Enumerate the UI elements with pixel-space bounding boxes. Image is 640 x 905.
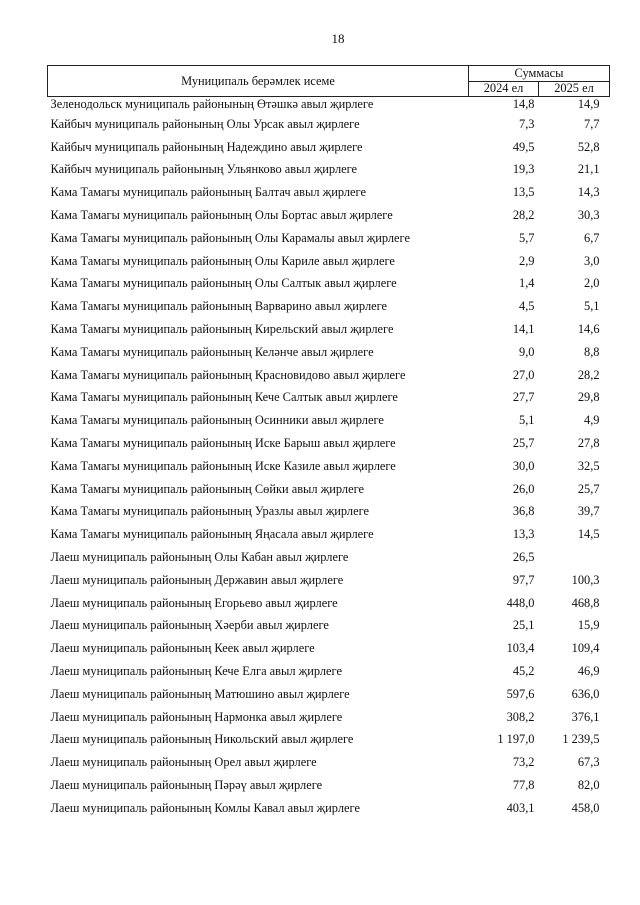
municipality-name-cell: Кама Тамагы муниципаль районының Осинники авыл җирлеге	[50, 413, 384, 428]
amount-2025-cell	[539, 546, 610, 569]
municipality-name-cell: Кама Тамагы муниципаль районының Кече Салтык авыл җирлеге	[50, 390, 398, 405]
municipality-name-cell: Кама Тамагы муниципаль районының Келәнче авыл җирлеге	[50, 344, 374, 359]
municipality-name-cell: Кама Тамагы муниципаль районының Иске Казиле авыл җирлеге	[50, 458, 396, 473]
page-number: 18	[331, 31, 345, 46]
table-row	[48, 637, 610, 660]
amount-2024-cell: 25,7	[512, 436, 535, 451]
amount-2024-cell: 103,4	[506, 641, 535, 656]
amount-2025-cell: 27,8	[577, 436, 600, 451]
municipality-name-cell: Лаеш муниципаль районының Державин авыл җирлеге	[50, 572, 344, 587]
amount-2025-cell: 32,5	[577, 458, 600, 473]
municipality-name-cell: Кама Тамагы муниципаль районының Балтач авыл җирлеге	[50, 185, 366, 200]
municipality-name-cell: Кама Тамагы муниципаль районының Олы Бортас авыл җирлеге	[50, 208, 393, 223]
amount-2025-cell: 82,0	[577, 778, 600, 792]
municipality-name-cell: Лаеш муниципаль районының Орел авыл җирлеге	[50, 755, 317, 770]
table-row	[48, 295, 610, 318]
table-row	[48, 432, 610, 455]
municipality-name-cell: Кайбыч муниципаль районының Олы Урсак авыл җирлеге	[50, 116, 360, 131]
table-row	[48, 341, 610, 364]
table-row	[48, 751, 610, 774]
amount-2024-cell: 597,6	[506, 686, 535, 701]
amount-2025-cell: 52,8	[577, 139, 600, 154]
municipality-name-cell: Кама Тамагы муниципаль районының Сөйки авыл җирлеге	[50, 481, 364, 496]
municipality-name-cell: Кама Тамагы муниципаль районының Уразлы авыл җирлеге	[50, 504, 370, 519]
table-row	[48, 478, 610, 501]
table-row	[48, 159, 610, 182]
table-row	[48, 113, 610, 136]
municipality-name-cell: Лаеш муниципаль районының Матюшино авыл җирлеге	[50, 686, 350, 701]
amount-2024-cell: 1 197,0	[497, 732, 535, 747]
municipality-name-cell: Зеленодольск муниципаль районының Өтәшкә авыл җирлеге	[50, 97, 374, 111]
municipality-name-cell: Лаеш муниципаль районының Комлы Кавал авыл җирлеге	[50, 800, 360, 815]
municipality-name-cell: Кама Тамагы муниципаль районының Олы Карамалы авыл җирлеге	[50, 230, 410, 245]
municipality-name-cell: Лаеш муниципаль районының Хәерби авыл җирлеге	[50, 618, 329, 633]
table-row	[48, 546, 610, 569]
amount-2025-cell: 636,0	[571, 686, 600, 701]
table-row	[48, 660, 610, 683]
table-row	[48, 318, 610, 341]
amount-2025-cell: 468,8	[571, 595, 600, 610]
table-row	[48, 409, 610, 432]
amount-2024-cell: 36,8	[512, 504, 535, 519]
municipality-name-cell: Кама Тамагы муниципаль районының Олы Салтык авыл җирлеге	[50, 276, 397, 291]
amount-2025-cell: 376,1	[571, 709, 600, 724]
table-body	[48, 97, 610, 820]
table-row	[48, 729, 610, 752]
amount-2025-cell: 14,3	[577, 185, 600, 200]
amount-2025-cell: 46,9	[577, 664, 600, 679]
amount-2025-cell: 458,0	[571, 800, 600, 815]
municipality-name-cell: Лаеш муниципаль районының Пәрәү авыл җирлеге	[50, 778, 323, 792]
amount-2025-cell: 5,1	[584, 299, 600, 314]
amount-2024-cell: 9,0	[519, 344, 535, 359]
table-row	[48, 455, 610, 478]
municipality-name-cell: Кайбыч муниципаль районының Надеждино авыл җирлеге	[50, 139, 363, 154]
amount-2024-cell: 7,3	[519, 116, 535, 131]
amount-2025-cell: 28,2	[577, 367, 600, 382]
amount-2024-cell: 27,0	[512, 367, 535, 382]
amount-2024-cell: 308,2	[506, 709, 535, 724]
column-header-name: Муниципаль берәмлек исеме	[48, 66, 469, 97]
amount-2025-cell: 8,8	[584, 344, 600, 359]
amount-2024-cell: 30,0	[512, 458, 535, 473]
table-row	[48, 774, 610, 797]
municipality-name-cell: Лаеш муниципаль районының Никольский авыл җирлеге	[50, 732, 354, 747]
amount-2024-cell: 28,2	[512, 208, 535, 223]
amount-2025-cell: 67,3	[577, 755, 600, 770]
amount-2025-cell: 3,0	[584, 253, 600, 268]
amount-2025-cell: 4,9	[584, 413, 600, 428]
table-row	[48, 273, 610, 296]
amount-2024-cell: 13,3	[512, 527, 535, 542]
municipality-name-cell: Лаеш муниципаль районының Нармонка авыл җирлеге	[50, 709, 343, 724]
amount-2024-cell: 26,5	[512, 550, 535, 565]
amount-2024-cell: 49,5	[512, 139, 535, 154]
amount-2025-cell: 30,3	[577, 208, 600, 223]
amount-2024-cell: 2,9	[519, 253, 535, 268]
amount-2024-cell: 97,7	[512, 572, 535, 587]
table-row	[48, 569, 610, 592]
table-row	[48, 523, 610, 546]
amount-2025-cell: 109,4	[571, 641, 600, 656]
municipality-name-cell: Лаеш муниципаль районының Егорьево авыл җирлеге	[50, 595, 338, 610]
municipality-name-cell: Кама Тамагы муниципаль районының Варварино авыл җирлеге	[50, 299, 388, 314]
municipality-name-cell: Кама Тамагы муниципаль районының Олы Кариле авыл җирлеге	[50, 253, 395, 268]
table-row	[48, 364, 610, 387]
amount-2024-cell: 27,7	[512, 390, 535, 405]
table-header	[48, 66, 610, 97]
amount-2025-cell: 6,7	[584, 230, 600, 245]
table-row	[48, 387, 610, 410]
amount-2025-cell: 21,1	[577, 162, 600, 177]
municipality-name-cell: Лаеш муниципаль районының Кече Елга авыл җирлеге	[50, 664, 342, 679]
municipality-name-cell: Кама Тамагы муниципаль районының Красновидово авыл җирлеге	[50, 367, 406, 382]
amount-2024-cell: 5,7	[519, 230, 535, 245]
amount-2024-cell: 13,5	[512, 185, 535, 200]
amount-2024-cell: 14,8	[512, 97, 535, 111]
amount-2025-cell: 25,7	[577, 481, 600, 496]
table-row	[48, 181, 610, 204]
municipality-name-cell: Кама Тамагы муниципаль районының Кирельский авыл җирлеге	[50, 322, 394, 337]
amount-2024-cell: 19,3	[512, 162, 535, 177]
table-row	[48, 615, 610, 638]
amount-2024-cell: 45,2	[512, 664, 535, 679]
amount-2024-cell: 403,1	[506, 800, 535, 815]
municipality-name-cell: Лаеш муниципаль районының Кеек авыл җирлеге	[50, 641, 315, 656]
amount-2025-cell: 2,0	[584, 276, 600, 291]
municipality-name-cell: Кайбыч муниципаль районының Ульянково авыл җирлеге	[50, 162, 358, 177]
table-row	[48, 797, 610, 820]
table-row	[48, 501, 610, 524]
amount-2024-cell: 14,1	[512, 322, 535, 337]
amount-2025-cell: 100,3	[571, 572, 600, 587]
table-row	[48, 136, 610, 159]
table-row	[48, 250, 610, 273]
amount-2025-cell: 15,9	[577, 618, 600, 633]
amount-2025-cell: 7,7	[584, 116, 600, 131]
table-row	[48, 97, 610, 114]
municipality-name-cell: Кама Тамагы муниципаль районының Яңасала авыл җирлеге	[50, 527, 374, 542]
table-row	[48, 592, 610, 615]
amount-2024-cell: 448,0	[506, 595, 535, 610]
amount-2025-cell: 29,8	[577, 390, 600, 405]
amount-2024-cell: 77,8	[512, 778, 535, 792]
amount-2025-cell: 14,6	[577, 322, 600, 337]
municipality-name-cell: Кама Тамагы муниципаль районының Иске Барыш авыл җирлеге	[50, 436, 396, 451]
amount-2024-cell: 4,5	[519, 299, 535, 314]
column-header-2024: 2024 ел	[469, 81, 539, 97]
amount-2025-cell: 14,5	[577, 527, 600, 542]
amount-2025-cell: 14,9	[577, 97, 600, 111]
municipality-name-cell: Лаеш муниципаль районының Олы Кабан авыл җирлеге	[50, 550, 349, 565]
column-header-2025: 2025 ел	[539, 81, 610, 97]
amount-2025-cell: 39,7	[577, 504, 600, 519]
amount-2024-cell: 5,1	[519, 413, 535, 428]
amount-2024-cell: 73,2	[512, 755, 535, 770]
amount-2024-cell: 1,4	[519, 276, 535, 291]
column-header-amount: Суммасы	[469, 66, 610, 82]
table-row	[48, 227, 610, 250]
table-row	[48, 683, 610, 706]
table-row	[48, 204, 610, 227]
amount-2024-cell: 26,0	[512, 481, 535, 496]
amount-2025-cell: 1 239,5	[562, 732, 600, 747]
table-row	[48, 706, 610, 729]
amount-2024-cell: 25,1	[512, 618, 535, 633]
budget-table	[47, 65, 610, 820]
